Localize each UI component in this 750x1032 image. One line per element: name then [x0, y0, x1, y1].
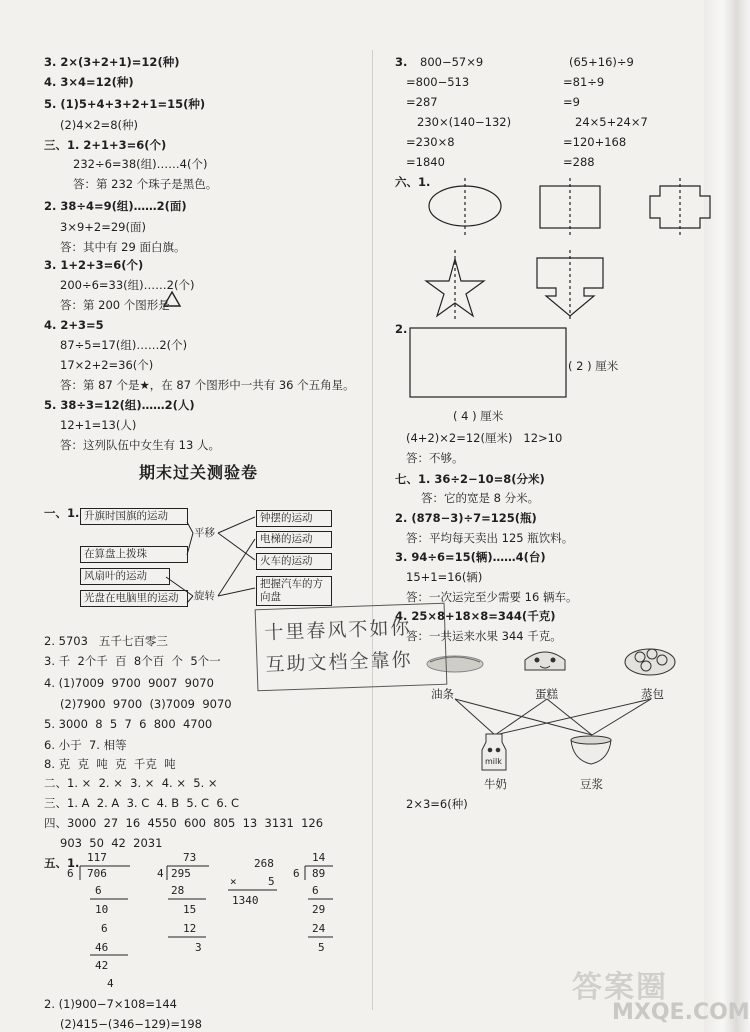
match-box-right: 把握汽车的方向盘 [256, 576, 332, 606]
multiplicand: 268 [254, 857, 274, 870]
divisor: 4 [157, 867, 164, 880]
milk-carton-text: milk [485, 757, 502, 766]
calc-line: =287 [406, 95, 438, 109]
answer-line: 2. 5703 五千七百零三 [44, 634, 168, 648]
multiplier: 5 [268, 875, 275, 888]
answer-line: 答：这列队伍中女生有 13 人。 [60, 438, 220, 452]
answer-line: 3. 千 2个千 百 8个百 个 5个一 [44, 654, 221, 668]
answer-line: 答：一次运完至少需要 16 辆车。 [406, 590, 578, 604]
step: 24 [312, 922, 326, 935]
dividend: 89 [312, 867, 326, 880]
answer-line: 200÷6=33(组)……2(个) [60, 278, 195, 292]
calc-line: =288 [563, 155, 595, 169]
rect-height-label: ( 2 ) 厘米 [568, 359, 619, 373]
step: 46 [95, 941, 109, 954]
answer-line: 答：其中有 29 面白旗。 [60, 240, 186, 254]
match-mid: 平移 [194, 527, 215, 539]
answer-line: 3×9+2=29(面) [60, 220, 146, 234]
answer-line: 3. 94÷6=15(辆)……4(台) [395, 550, 546, 564]
quotient: 14 [312, 851, 326, 864]
food-label: 蛋糕 [535, 687, 558, 701]
calc-line: (65+16)÷9 [569, 55, 634, 69]
answer-line: 三、1. 2+1+3=6(个) [44, 138, 167, 152]
answer-line: 2×3=6(种) [406, 797, 468, 811]
match-box-left: 在算盘上拨珠 [80, 546, 188, 563]
match-box-right: 火车的运动 [256, 553, 332, 570]
answer-line: 15+1=16(辆) [406, 570, 483, 584]
calc-line: =9 [563, 95, 580, 109]
calc-line: =120+168 [563, 135, 627, 149]
step: 10 [95, 903, 109, 916]
step: 3 [195, 941, 202, 954]
answer-line: 12+1=13(人) [60, 418, 137, 432]
answer-line: (2)4×2=8(种) [60, 118, 138, 132]
step: 12 [183, 922, 197, 935]
match-mid: 旋转 [194, 590, 215, 602]
match-box-left: 光盘在电脑里的运动 [80, 590, 188, 607]
answer-line: 五、1. [44, 856, 80, 870]
operator: × [230, 875, 237, 888]
food-label: 油条 [431, 687, 454, 701]
rect-width-label: ( 4 ) 厘米 [453, 409, 504, 423]
answer-line: 6. 小于 7. 相等 [44, 738, 127, 752]
step: 29 [312, 903, 326, 916]
answer-line: 答：一共运来水果 344 千克。 [406, 629, 562, 643]
answer-line: 17×2+2=36(个) [60, 358, 154, 372]
question-label: 六、1. [395, 175, 431, 189]
stamp-line: 十里春风不如你 [264, 616, 412, 645]
answer-line: (2)415−(346−129)=198 [60, 1017, 202, 1031]
calc-line: =230×8 [406, 135, 455, 149]
match-box-left: 升旗时国旗的运动 [80, 508, 188, 525]
answer-line: 3. 1+2+3=6(个) [44, 258, 144, 272]
answer-line: 2. (878−3)÷7=125(瓶) [395, 511, 537, 525]
match-box-left: 风扇叶的运动 [80, 568, 170, 585]
quotient: 117 [87, 851, 107, 864]
calc-line: =81÷9 [563, 75, 605, 89]
answer-line: 答：第 232 个珠子是黑色。 [73, 177, 218, 191]
product: 1340 [232, 894, 259, 907]
answer-line: 3. 2×(3+2+1)=12(种) [44, 55, 180, 69]
step: 6 [312, 884, 319, 897]
calc-line: 230×(140−132) [417, 115, 512, 129]
question-label: 一、1. [44, 506, 80, 520]
answer-line: 2. (1)900−7×108=144 [44, 997, 177, 1011]
step: 42 [95, 959, 109, 972]
divisor: 6 [293, 867, 300, 880]
divisor: 6 [67, 867, 74, 880]
answer-line: (4+2)×2=12(厘米) 12>10 [406, 431, 563, 445]
calc-line: =1840 [406, 155, 445, 169]
calc-line: =800−513 [406, 75, 470, 89]
section-title: 期末过关测验卷 [139, 463, 259, 482]
answer-line: (2)7900 9700 (3)7009 9070 [60, 697, 232, 711]
food-label: 蒸包 [641, 687, 664, 701]
answer-line: 七、1. 36÷2−10=8(分米) [395, 472, 545, 486]
answer-line: 四、3000 27 16 4550 600 805 13 3131 126 [44, 816, 324, 830]
answer-line: 答：第 200 个图形是 [60, 298, 170, 312]
answer-line: 4. (1)7009 9700 9007 9070 [44, 676, 214, 690]
answer-line: 三、1. A 2. A 3. C 4. B 5. C 6. C [44, 796, 240, 810]
answer-line: 903 50 42 2031 [60, 836, 163, 850]
food-label: 豆浆 [580, 777, 603, 791]
step: 4 [107, 977, 114, 990]
watermark-url: MXQE.COM [612, 1000, 750, 1025]
step: 15 [183, 903, 197, 916]
question-label: 2. [395, 322, 408, 336]
answer-line: 答：第 87 个是★，在 87 个图形中一共有 36 个五角星。 [60, 378, 355, 392]
step: 6 [101, 922, 108, 935]
answer-line: 8. 克 克 吨 克 千克 吨 [44, 757, 176, 771]
food-label: 牛奶 [484, 777, 507, 791]
answer-line: 232÷6=38(组)……4(个) [73, 157, 208, 171]
answer-line: 2. 38÷4=9(组)……2(面) [44, 199, 187, 213]
answer-line: 87÷5=17(组)……2(个) [60, 338, 188, 352]
answer-line: 5. 3000 8 5 7 6 800 4700 [44, 717, 213, 731]
stamp-line: 互助文档全靠你 [265, 648, 413, 676]
quotient: 73 [183, 851, 197, 864]
question-label: 3. [395, 55, 408, 69]
dividend: 706 [87, 867, 107, 880]
answer-line: 5. (1)5+4+3+2+1=15(种) [44, 97, 206, 111]
answer-line: 4. 25×8+18×8=344(千克) [395, 609, 556, 623]
answer-line: 5. 38÷3=12(组)……2(人) [44, 398, 195, 412]
answer-line: 4. 3×4=12(种) [44, 75, 134, 89]
dividend: 295 [171, 867, 191, 880]
match-box-right: 电梯的运动 [256, 531, 332, 548]
answer-line: 答：不够。 [406, 451, 464, 465]
answer-line: 答：它的宽是 8 分米。 [421, 491, 540, 505]
watermark-logo: 答案圈 [572, 970, 668, 1005]
stamp-overlay [255, 603, 448, 692]
answer-line: 答：平均每天卖出 125 瓶饮料。 [406, 531, 574, 545]
step: 5 [318, 941, 325, 954]
calc-line: 24×5+24×7 [575, 115, 648, 129]
calc-line: 800−57×9 [420, 55, 484, 69]
answer-line: 二、1. × 2. × 3. × 4. × 5. × [44, 776, 218, 790]
step: 6 [95, 884, 102, 897]
step: 28 [171, 884, 185, 897]
answer-line: 4. 2+3=5 [44, 318, 104, 332]
match-box-right: 钟摆的运动 [256, 510, 332, 527]
